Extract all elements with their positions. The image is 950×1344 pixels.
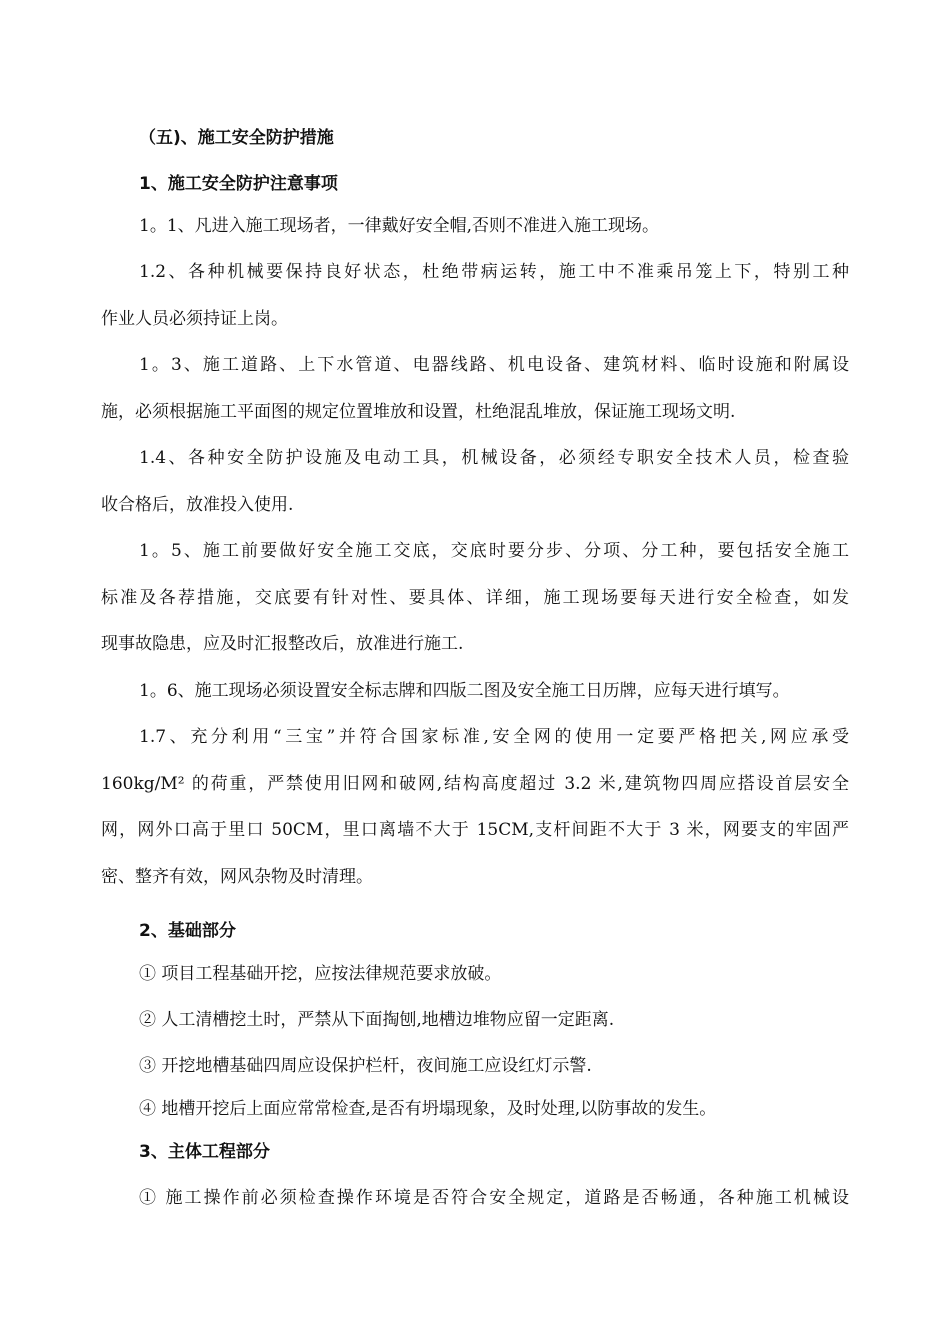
paragraph-1-5-line-1: 1。5、施工前要做好安全施工交底，交底时要分步、分项、分工种，要包括安全施工	[139, 541, 849, 561]
paragraph-1-1: 1。1、凡进入施工现场者，一律戴好安全帽,否则不准进入施工现场。	[139, 216, 660, 236]
paragraph-1-4-line-2: 收合格后，放准投入使用.	[101, 495, 294, 515]
subsection-heading-main-structure: 3、主体工程部分	[139, 1142, 270, 1162]
foundation-item-2: ② 人工清槽挖土时，严禁从下面掏刨,地槽边堆物应留一定距离.	[139, 1010, 615, 1030]
paragraph-1-7-line-3: 网，网外口高于里口 50CM，里口离墙不大于 15CM,支杆间距不大于 3 米，网要支的牢固严	[101, 820, 849, 840]
foundation-item-1: ① 项目工程基础开挖，应按法律规范要求放破。	[139, 964, 502, 984]
paragraph-1-7-line-1: 1.7、充分利用“三宝”并符合国家标准,安全网的使用一定要严格把关,网应承受	[139, 727, 849, 747]
main-structure-item-1-line-1: ① 施工操作前必须检查操作环境是否符合安全规定，道路是否畅通，各种施工机械设	[139, 1188, 849, 1208]
paragraph-1-5-line-3: 现事故隐患，应及时汇报整改后，放准进行施工.	[101, 634, 464, 654]
paragraph-1-6: 1。6、施工现场必须设置安全标志牌和四版二图及安全施工日历牌，应每天进行填写。	[139, 681, 790, 701]
section-title: （五)、施工安全防护措施	[139, 128, 334, 148]
paragraph-1-7-line-4: 密、整齐有效，网风杂物及时清理。	[101, 867, 373, 887]
subsection-heading-safety-notes: 1、施工安全防护注意事项	[139, 174, 338, 194]
subsection-heading-foundation: 2、基础部分	[139, 921, 236, 941]
paragraph-1-5-line-2: 标准及各荐措施，交底要有针对性、要具体、详细，施工现场要每天进行安全检查，如发	[101, 588, 849, 608]
paragraph-1-2-line-1: 1.2、各种机械要保持良好状态，杜绝带病运转，施工中不准乘吊笼上下，特别工种	[139, 262, 849, 282]
paragraph-1-3-line-2: 施，必须根据施工平面图的规定位置堆放和设置，杜绝混乱堆放，保证施工现场文明.	[101, 402, 736, 422]
foundation-item-3: ③ 开挖地槽基础四周应设保护栏杆，夜间施工应设红灯示警.	[139, 1056, 592, 1076]
paragraph-1-7-line-2: 160kg/M² 的荷重，严禁使用旧网和破网,结构高度超过 3.2 米,建筑物四周应搭设首层安全	[101, 774, 849, 794]
paragraph-1-3-line-1: 1。3、施工道路、上下水管道、电器线路、机电设备、建筑材料、临时设施和附属设	[139, 355, 849, 375]
foundation-item-4: ④ 地槽开挖后上面应常常检查,是否有坍塌现象，及时处理,以防事故的发生。	[139, 1099, 717, 1119]
paragraph-1-2-line-2: 作业人员必须持证上岗。	[101, 309, 288, 329]
paragraph-1-4-line-1: 1.4、各种安全防护设施及电动工具，机械设备，必须经专职安全技术人员，检查验	[139, 448, 849, 468]
